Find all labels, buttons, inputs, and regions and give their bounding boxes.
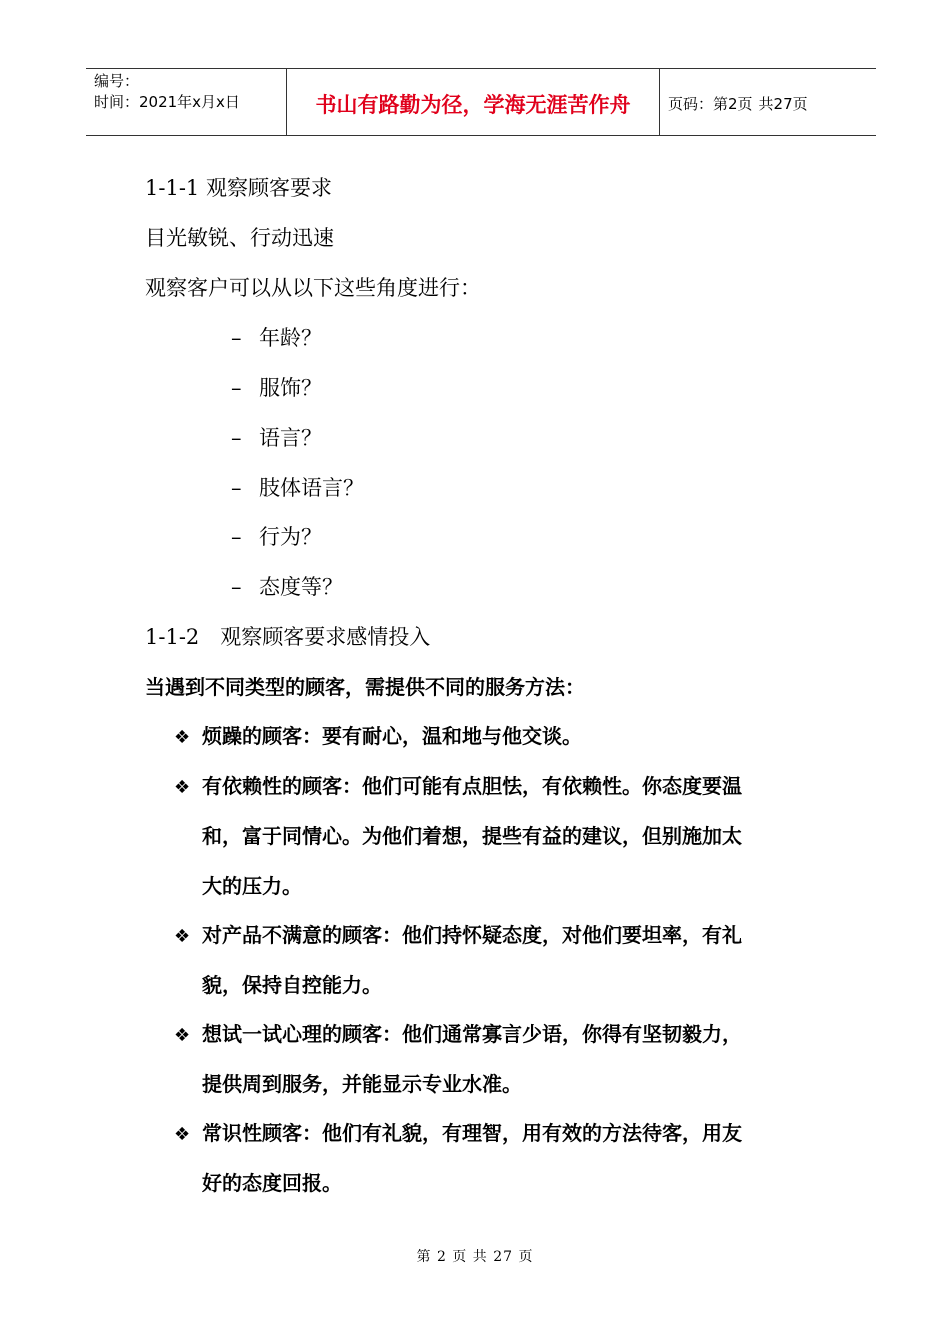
bullet-text: 烦躁的顾客：要有耐心，温和地与他交谈。 xyxy=(202,724,582,748)
number-label: 编号： xyxy=(94,72,140,90)
page-footer: 第 2 页 共 27 页 xyxy=(416,1249,534,1265)
dash-item-text: 年龄？ xyxy=(259,326,322,350)
bullet-continuation: 大的压力。 xyxy=(202,874,302,898)
dash-item xyxy=(231,422,322,452)
page-label: 页码：第2页 xyxy=(668,94,753,113)
diamond-bullet-icon: ❖ xyxy=(174,1124,191,1145)
bullet-continuation: 好的态度回报。 xyxy=(202,1171,342,1195)
dash-item-text: 服饰？ xyxy=(259,376,322,400)
bullet-text: 有依赖性的顾客：他们可能有点胆怯，有依赖性。你态度要温 xyxy=(202,774,742,798)
dash-item-text: 语言？ xyxy=(259,426,322,450)
total-label: 共27页 xyxy=(758,94,808,113)
dash-item xyxy=(231,472,364,502)
bullet-text: 对产品不满意的顾客：他们持怀疑态度，对他们要坦率，有礼 xyxy=(202,923,742,947)
bullet-item xyxy=(174,1117,742,1146)
bullet-item xyxy=(174,770,742,799)
section-2-title: 1-1-2 观察顾客要求感情投入 xyxy=(145,625,431,649)
dash-mark: – xyxy=(231,326,242,350)
bullet-continuation: 提供周到服务，并能显示专业水准。 xyxy=(202,1072,522,1096)
dash-mark: – xyxy=(231,525,242,549)
header-page-info xyxy=(660,69,876,135)
diamond-bullet-icon: ❖ xyxy=(174,926,191,947)
dash-item-text: 态度等？ xyxy=(259,575,343,599)
dash-item xyxy=(231,322,322,352)
diamond-bullet-icon: ❖ xyxy=(174,1025,191,1046)
dash-mark: – xyxy=(231,476,242,500)
diamond-bullet-icon: ❖ xyxy=(174,777,191,798)
bullet-continuation: 貌，保持自控能力。 xyxy=(202,973,382,997)
dash-item xyxy=(231,521,322,551)
bullet-continuation: 和，富于同情心。为他们着想，提些有益的建议，但别施加太 xyxy=(202,824,742,848)
header-meta xyxy=(86,69,287,135)
header-motto: 书山有路勤为径，学海无涯苦作舟 xyxy=(287,69,660,135)
time-label: 时间：2021年x月x日 xyxy=(94,93,240,111)
dash-item xyxy=(231,571,343,601)
section-1-title: 1-1-1 观察顾客要求 xyxy=(145,176,332,200)
bullet-item xyxy=(174,720,582,749)
diamond-bullet-icon: ❖ xyxy=(174,727,191,748)
page-header xyxy=(86,68,876,136)
bullet-item xyxy=(174,1018,742,1047)
bullet-item xyxy=(174,919,742,948)
observe-line: 观察客户可以从以下这些角度进行： xyxy=(145,276,481,300)
dash-item xyxy=(231,372,322,402)
intro-line: 当遇到不同类型的顾客，需提供不同的服务方法： xyxy=(145,675,585,699)
dash-item-text: 肢体语言？ xyxy=(259,476,364,500)
dash-mark: – xyxy=(231,575,242,599)
bullet-text: 常识性顾客：他们有礼貌，有理智，用有效的方法待客，用友 xyxy=(202,1121,742,1145)
bullet-text: 想试一试心理的顾客：他们通常寡言少语，你得有坚韧毅力， xyxy=(202,1022,742,1046)
dash-mark: – xyxy=(231,426,242,450)
eyes-line: 目光敏锐、行动迅速 xyxy=(145,226,334,250)
dash-item-text: 行为？ xyxy=(259,525,322,549)
dash-mark: – xyxy=(231,376,242,400)
